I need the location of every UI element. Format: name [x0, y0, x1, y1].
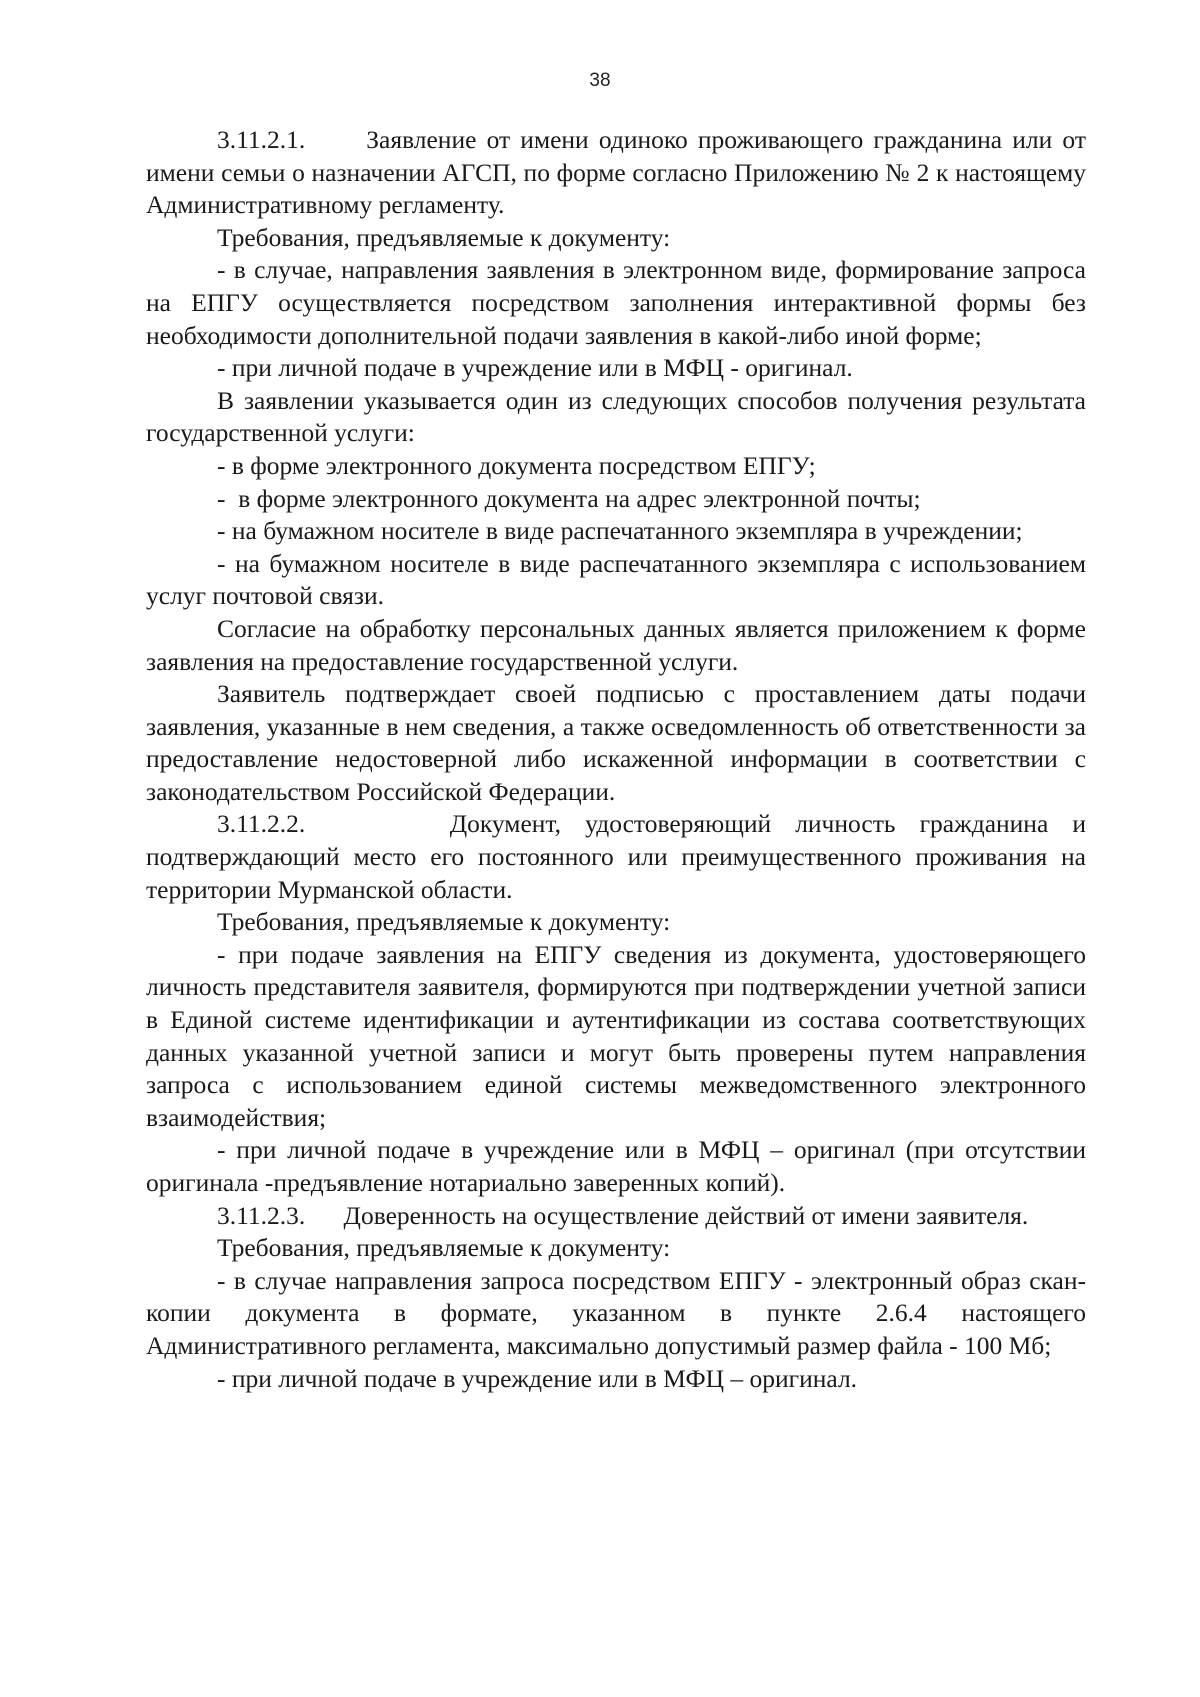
requirements-heading: Требования, предъявляемые к документу: [217, 222, 671, 252]
requirement-electronic-form: - в случае, направления заявления в электронном виде, формирование запроса на ЕПГУ осуществляется посредством заполнения интерактивной формы без необходимости дополнительной подачи заявления в какой-либо иной форме; [146, 255, 1086, 350]
requirements-heading: Требования, предъявляемые к документу: [217, 907, 671, 937]
requirements-heading: Требования, предъявляемые к документу: [217, 1233, 671, 1263]
result-method-paper-post: - на бумажном носителе в виде распечатанного экземпляра с использованием услуг почтовой связи. [146, 548, 1086, 611]
applicant-signature-confirmation: Заявитель подтверждает своей подписью с проставлением даты подачи заявления, указанные в нем сведения, а также осведомленность об ответственности за предоставление недостоверной либо искаженной информации в соответствии с законодательством Российской Федерации. [146, 679, 1086, 806]
result-method-epgu: - в форме электронного документа посредством ЕПГУ; [217, 450, 816, 480]
requirement-in-person-original-copies: - при личной подаче в учреждение или в МФЦ – оригинал (при отсутствии оригинала -предъявление нотариально заверенных копий). [146, 1135, 1086, 1197]
result-method-email: - в форме электронного документа на адрес электронной почты; [217, 483, 921, 513]
section-3-11-2-2-identity-document: 3.11.2.2. Документ, удостоверяющий личность гражданина и подтверждающий место его постоянного или преимущественного проживания на территории Мурманской области. [146, 809, 1086, 904]
page-number: 38 [589, 70, 611, 91]
section-3-11-2-3-power-of-attorney: 3.11.2.3. Доверенность на осуществление действий от имени заявителя. [217, 1200, 1029, 1230]
requirement-epgu-scan: - в случае направления запроса посредством ЕПГУ - электронный образ скан-копии документа в формате, указанном в пункте 2.6.4 настоящего Административного регламента, максимально допустимый размер файла - 100 Мб; [146, 1265, 1086, 1360]
personal-data-consent: Согласие на обработку персональных данных является приложением к форме заявления на предоставление государственной услуги. [146, 613, 1086, 676]
document-body [146, 124, 1086, 1395]
result-methods-intro: В заявлении указывается один из следующих способов получения результата государственной услуги: [146, 385, 1086, 448]
section-3-11-2-1-application: 3.11.2.1. Заявление от имени одиноко проживающего гражданина или от имени семьи о назначении АГСП, по форме согласно Приложению № 2 к настоящему Административному регламенту. [146, 125, 1086, 220]
requirement-in-person-original: - при личной подаче в учреждение или в МФЦ – оригинал. [217, 1363, 858, 1393]
requirement-in-person-original: - при личной подаче в учреждение или в МФЦ - оригинал. [217, 353, 853, 383]
requirement-epgu-identity: - при подаче заявления на ЕПГУ сведения из документа, удостоверяющего личность представителя заявителя, формируются при подтверждении учетной записи в Единой системе идентификации и аутентификации из состава соответствующих данных указанной учетной записи и могут быть проверены путем направления запроса с использованием единой системы межведомственного электронного взаимодействия; [146, 939, 1086, 1132]
result-method-paper-institution: - на бумажном носителе в виде распечатанного экземпляра в учреждении; [217, 516, 1023, 546]
